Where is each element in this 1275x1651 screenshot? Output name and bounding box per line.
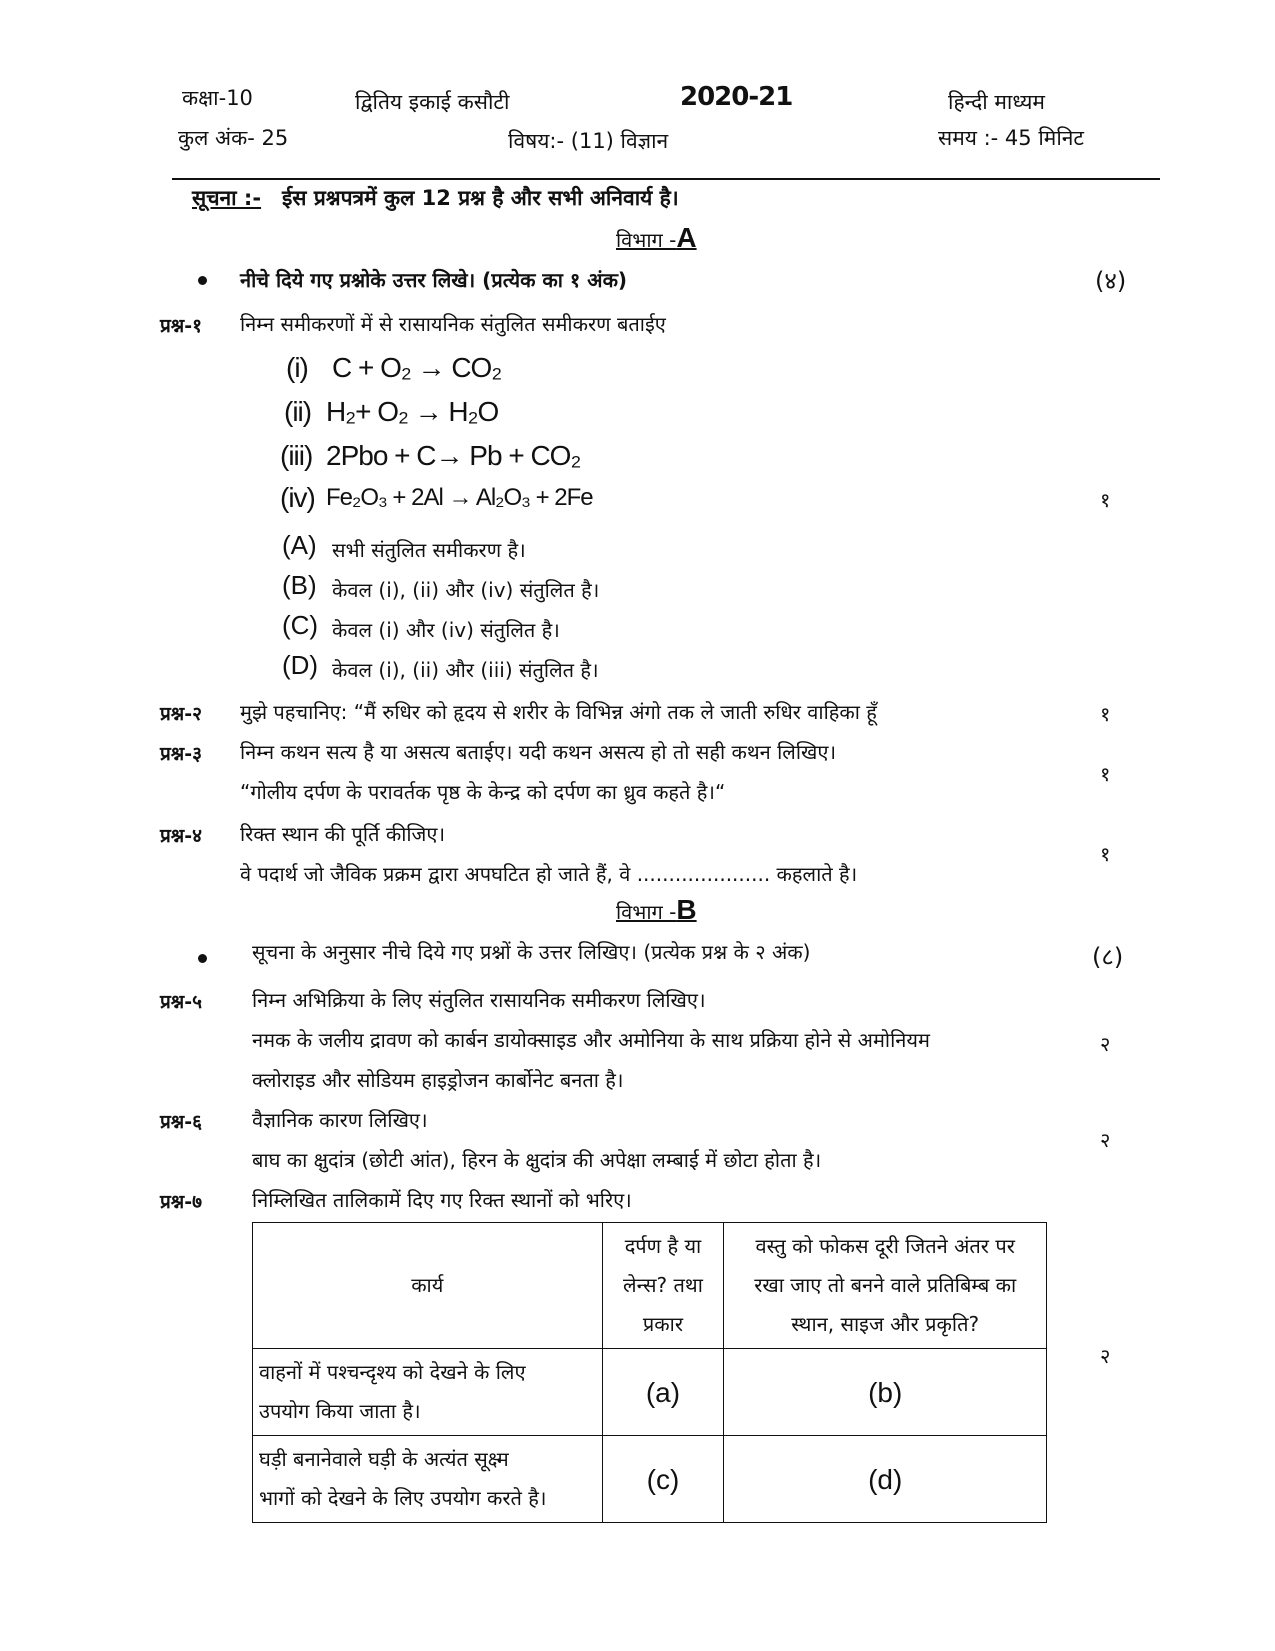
q4-line1: रिक्त स्थान की पूर्ति कीजिए। <box>240 822 446 846</box>
time-label: समय :- 45 मिनिट <box>938 126 1085 150</box>
q7-table <box>252 1222 1047 1523</box>
q7-text: निम्लिखित तालिकामें दिए गए रिक्त स्थानों को भरिए। <box>252 1188 632 1212</box>
q1-label: प्रश्न-१ <box>160 315 203 337</box>
section-a-letter: A <box>676 222 697 253</box>
table-cell-work <box>253 1349 603 1436</box>
eq-3-num: (iii) <box>280 440 313 471</box>
q2-marks: १ <box>1100 702 1111 726</box>
table-header-type-line3: प्रकार <box>642 1312 684 1336</box>
option-d-label: (D) <box>282 650 319 680</box>
q7-label: प्रश्न-७ <box>160 1191 203 1213</box>
table-header-image <box>724 1223 1047 1349</box>
instruction-text: ईस प्रश्नपत्रमें कुल 12 प्रश्न है और सभी अनिवार्य है। <box>282 186 679 210</box>
table-row1-work-line2: उपयोग किया जाता है। <box>259 1399 421 1423</box>
table-header-work <box>253 1223 603 1349</box>
option-c-text: केवल (i) और (iv) संतुलित है। <box>332 618 560 642</box>
table-row2-work-line2: भागों को देखने के लिए उपयोग करते है। <box>259 1486 547 1510</box>
q1-marks: १ <box>1100 488 1111 512</box>
section-b-title <box>616 894 697 926</box>
eq-2-num: (ii) <box>284 396 312 427</box>
q4-line2: वे पदार्थ जो जैविक प्रक्रम द्वारा अपघटित हो जाते हैं, वे ..................... कहलाते है। <box>240 862 858 886</box>
medium-label: हिन्दी माध्यम <box>948 90 1045 114</box>
section-b-prefix: विभाग - <box>616 900 677 924</box>
q6-line2: बाघ का क्षुदांत्र (छोटी आंत), हिरन के क्षुदांत्र की अपेक्षा लम्बाई में छोटा होता है। <box>252 1148 822 1172</box>
option-d-text: केवल (i), (ii) और (iii) संतुलित है। <box>332 658 599 682</box>
q6-line1: वैज्ञानिक कारण लिखिए। <box>252 1108 428 1132</box>
eq-3: 2Pbo + C→ Pb + CO₂ <box>326 440 581 471</box>
bullet-icon <box>198 954 207 963</box>
instruction-label: सूचना :- <box>192 186 262 210</box>
table-header-type-line2: लेन्स? तथा <box>623 1273 703 1297</box>
table-header-work-text: कार्य <box>411 1273 444 1297</box>
table-header-type <box>602 1223 724 1349</box>
q4-label: प्रश्न-४ <box>160 825 203 847</box>
q2-text: मुझे पहचानिए: “मैं रुधिर को हृदय से शरीर के विभिन्न अंगो तक ले जाती रुधिर वाहिका हूँ <box>240 700 877 724</box>
table-row2-work-line1: घड़ी बनानेवाले घड़ी के अत्यंत सूक्ष्म <box>259 1447 509 1471</box>
eq-4-num: (iv) <box>280 482 315 513</box>
q5-marks: २ <box>1100 1032 1111 1056</box>
subject-label: विषय:- (11) विज्ञान <box>508 129 669 153</box>
q3-marks: १ <box>1100 762 1111 786</box>
table-cell-b <box>724 1349 1047 1436</box>
class-label: कक्षा-10 <box>182 86 253 110</box>
table-cell-work <box>253 1436 603 1523</box>
q6-label: प्रश्न-६ <box>160 1111 203 1133</box>
eq-2: H₂+ O₂ → H₂O <box>326 396 499 427</box>
eq-4: Fe₂O₃ + 2Al → Al₂O₃ + 2Fe <box>326 484 593 511</box>
table-header-type-line1: दर्पण है या <box>624 1234 702 1258</box>
table-header-image-line2: रखा जाए तो बनने वाले प्रतिबिम्ब का <box>754 1273 1017 1297</box>
blank-c: (c) <box>646 1463 680 1495</box>
option-b-label: (B) <box>282 570 317 600</box>
eq-1-num: (i) <box>286 352 308 383</box>
q5-line3: क्लोराइड और सोडियम हाइड्रोजन कार्बोनेट बनता है। <box>252 1068 624 1092</box>
option-a-label: (A) <box>282 530 317 560</box>
option-c-label: (C) <box>282 610 319 640</box>
table-row1-work-line1: वाहनों में पश्चन्दृश्य को देखने के लिए <box>259 1360 526 1384</box>
table-cell-a <box>602 1349 724 1436</box>
q3-label: प्रश्न-३ <box>160 743 203 765</box>
section-a-instruction: नीचे दिये गए प्रश्नोके उत्तर लिखे। (प्रत्येक का १ अंक) <box>240 268 628 292</box>
q5-line2: नमक के जलीय द्रावण को कार्बन डायोक्साइड और अमोनिया के साथ प्रक्रिया होने से अमोनियम <box>252 1028 930 1052</box>
bullet-icon <box>198 276 207 285</box>
q2-label: प्रश्न-२ <box>160 703 203 725</box>
table-header-image-line3: स्थान, साइज और प्रकृति? <box>791 1312 980 1336</box>
table-header-image-line1: वस्तु को फोकस दूरी जितने अंतर पर <box>755 1234 1015 1258</box>
header-rule <box>172 178 1160 180</box>
blank-b: (b) <box>868 1376 903 1408</box>
section-a-marks: (४) <box>1095 267 1127 295</box>
section-a-title <box>616 222 697 254</box>
q1-text: निम्न समीकरणों में से रासायनिक संतुलित समीकरण बताईए <box>240 312 666 336</box>
table-cell-c <box>602 1436 724 1523</box>
q3-line1: निम्न कथन सत्य है या असत्य बताईए। यदी कथन असत्य हो तो सही कथन लिखिए। <box>240 740 837 764</box>
section-b-marks: (८) <box>1092 943 1124 971</box>
q3-line2: “गोलीय दर्पण के परावर्तक पृष्ठ के केन्द्र को दर्पण का ध्रुव कहते है।“ <box>240 780 726 804</box>
section-b-letter: B <box>676 894 697 925</box>
q5-line1: निम्न अभिक्रिया के लिए संतुलित रासायनिक समीकरण लिखिए। <box>252 988 706 1012</box>
section-b-instruction: सूचना के अनुसार नीचे दिये गए प्रश्नों के उत्तर लिखिए। (प्रत्येक प्रश्न के २ अंक) <box>252 940 811 964</box>
q7-marks: २ <box>1100 1344 1111 1368</box>
option-a-text: सभी संतुलित समीकरण है। <box>332 538 526 562</box>
q5-label: प्रश्न-५ <box>160 991 203 1013</box>
blank-a: (a) <box>645 1376 681 1408</box>
table-row <box>253 1436 1047 1523</box>
total-marks: कुल अंक- 25 <box>178 126 289 150</box>
table-cell-d <box>724 1436 1047 1523</box>
table-header-row <box>253 1223 1047 1349</box>
exam-year: 2020-21 <box>680 82 793 112</box>
table-row <box>253 1349 1047 1436</box>
section-a-prefix: विभाग - <box>616 228 677 252</box>
q6-marks: २ <box>1100 1128 1111 1152</box>
eq-1: C + O₂ → CO₂ <box>332 352 502 383</box>
option-b-text: केवल (i), (ii) और (iv) संतुलित है। <box>332 578 600 602</box>
q4-marks: १ <box>1100 842 1111 866</box>
exam-name: द्वितिय इकाई कसौटी <box>355 90 510 114</box>
blank-d: (d) <box>868 1463 903 1495</box>
